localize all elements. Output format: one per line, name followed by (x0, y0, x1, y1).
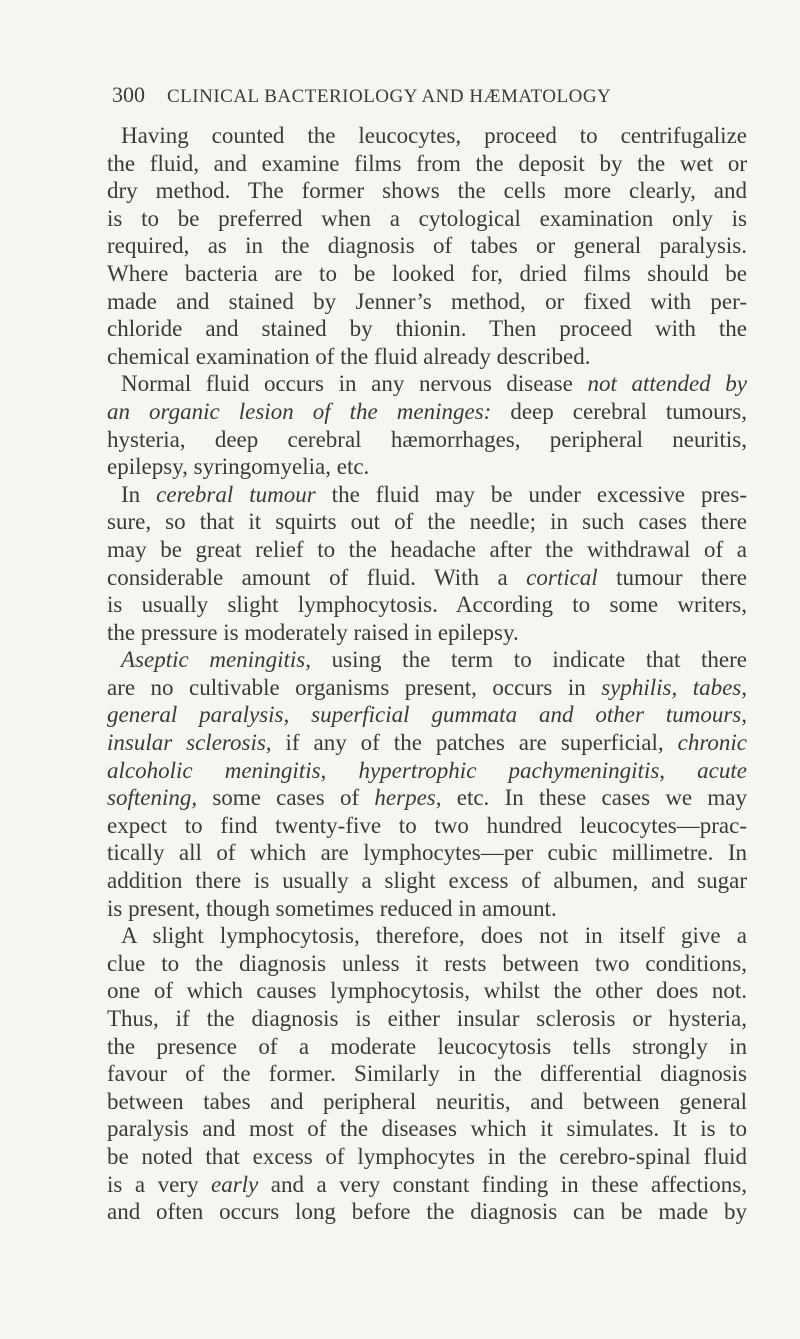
text-line (107, 591, 747, 619)
text-run: Where bacteria are to be looked for, dried films should be (107, 260, 747, 286)
text-line (107, 619, 747, 647)
italic-run: Aseptic meningitis, (121, 647, 311, 673)
text-run: paralysis and most of the diseases which it simulates. It is to (107, 1116, 747, 1142)
text-line (107, 950, 747, 978)
text-run: made and stained by Jenner’s method, or fixed with per- (107, 288, 747, 314)
text-line (107, 922, 747, 950)
text-run: is usually slight lymphocytosis. According to some writers, (107, 592, 747, 618)
text-line (107, 812, 747, 840)
text-run: the presence of a moderate leucocytosis tells strongly in (107, 1033, 747, 1059)
text-run: hysteria, deep cerebral hæmorrhages, peripheral neuritis, (107, 426, 747, 452)
text-line (107, 426, 747, 454)
running-head (112, 82, 710, 116)
text-line (107, 370, 747, 398)
italic-run: chronic (677, 730, 748, 756)
text-line (107, 1088, 747, 1116)
text-line (107, 757, 747, 785)
text-run: considerable amount of fluid. With a (107, 564, 527, 590)
text-run: may be great relief to the headache after the withdrawal of a (107, 536, 747, 562)
italic-run: cortical (526, 564, 598, 590)
text-line (107, 1033, 747, 1061)
text-line (107, 674, 747, 702)
text-line (107, 646, 747, 674)
text-run: is to be preferred when a cytological examination only is (107, 205, 747, 231)
text-line (107, 177, 747, 205)
text-run: the fluid may be under excessive pres- (315, 481, 747, 507)
text-run: required, as in the diagnosis of tabes or general paralysis. (107, 233, 747, 259)
text-line (107, 1115, 747, 1143)
body-text (107, 122, 747, 1226)
text-line (107, 150, 747, 178)
text-line (107, 977, 747, 1005)
italic-run: general paralysis, superficial gummata and other tumours, (107, 702, 747, 728)
text-line (107, 288, 747, 316)
text-run: and a very constant finding in these affections, (258, 1171, 747, 1197)
text-run: In (121, 481, 157, 507)
text-line (107, 205, 747, 233)
italic-run: an organic lesion of the meninges: (107, 398, 492, 424)
italic-run: softening, (107, 785, 198, 811)
text-line (107, 122, 747, 150)
text-run: is present, though sometimes reduced in amount. (107, 895, 557, 921)
text-line (107, 895, 747, 923)
text-run: are no cultivable organisms present, occurs in (107, 674, 602, 700)
italic-run: syphilis, tabes, (601, 674, 747, 700)
text-run: between tabes and peripheral neuritis, and between general (107, 1088, 747, 1114)
text-line (107, 1171, 747, 1199)
text-run: tumour there (597, 564, 747, 590)
italic-run: early (211, 1171, 259, 1197)
text-run: the pressure is moderately raised in epilepsy. (107, 619, 519, 645)
text-line (107, 453, 747, 481)
text-line (107, 1143, 747, 1171)
text-line (107, 867, 747, 895)
text-line (107, 508, 747, 536)
text-line (107, 701, 747, 729)
italic-run: not attended by (587, 371, 748, 397)
text-line (107, 343, 747, 371)
text-run: is a very (107, 1171, 211, 1197)
text-run: sure, so that it squirts out of the needle; in such cases there (107, 509, 747, 535)
text-line (107, 1060, 747, 1088)
text-run: some cases of (197, 785, 375, 811)
text-line (107, 536, 747, 564)
text-line (107, 232, 747, 260)
text-run: A slight lymphocytosis, therefore, does not in itself give a (121, 923, 747, 949)
italic-run: herpes, (374, 785, 442, 811)
text-run: chemical examination of the fluid already described. (107, 343, 591, 369)
running-title: CLINICAL BACTERIOLOGY AND HÆMATOLOGY (167, 86, 612, 107)
text-run: etc. In these cases we may (441, 785, 747, 811)
text-run: expect to find twenty-five to two hundred leucocytes—prac- (107, 812, 747, 838)
text-line (107, 564, 747, 592)
page-number: 300 (112, 82, 145, 107)
italic-run: alcoholic meningitis, hypertrophic pachymeningitis, acute (107, 757, 747, 783)
italic-run: cerebral tumour (156, 481, 316, 507)
text-run: deep cerebral tumours, (491, 398, 747, 424)
text-line (107, 1005, 747, 1033)
italic-run: insular sclerosis, (107, 730, 272, 756)
text-line (107, 839, 747, 867)
text-run: Having counted the leucocytes, proceed to centrifugalize (121, 123, 747, 148)
text-run: if any of the patches are superficial, (271, 730, 678, 756)
text-run: tically all of which are lymphocytes—per cubic millimetre. In (107, 840, 747, 866)
text-run: Normal fluid occurs in any nervous disease (121, 371, 588, 397)
text-run: be noted that excess of lymphocytes in the cerebro-spinal fluid (107, 1143, 747, 1169)
text-line (107, 1198, 747, 1226)
text-run: epilepsy, syringomyelia, etc. (107, 454, 370, 480)
text-run: clue to the diagnosis unless it rests between two conditions, (107, 950, 747, 976)
text-run: one of which causes lymphocytosis, whilst the other does not. (107, 978, 747, 1004)
text-run: dry method. The former shows the cells more clearly, and (107, 178, 747, 204)
text-line (107, 315, 747, 343)
text-run: using the term to indicate that there (310, 647, 747, 673)
text-run: the fluid, and examine films from the deposit by the wet or (107, 150, 747, 176)
text-run: favour of the former. Similarly in the differential diagnosis (107, 1061, 747, 1087)
text-run: addition there is usually a slight excess of albumen, and sugar (107, 868, 747, 894)
text-line (107, 398, 747, 426)
text-run: chloride and stained by thionin. Then proceed with the (107, 316, 747, 342)
text-run: Thus, if the diagnosis is either insular sclerosis or hysteria, (107, 1006, 747, 1031)
text-line (107, 481, 747, 509)
text-line (107, 784, 747, 812)
text-run: and often occurs long before the diagnosis can be made by (107, 1199, 747, 1225)
text-line (107, 729, 747, 757)
text-line (107, 260, 747, 288)
